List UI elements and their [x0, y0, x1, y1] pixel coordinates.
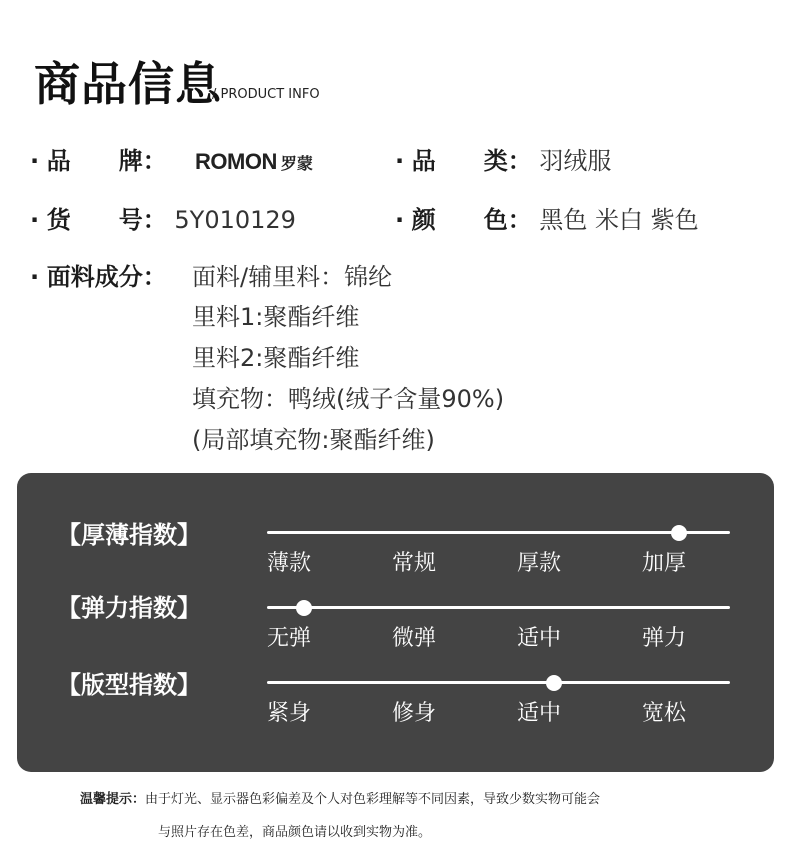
- notice-line-1: [80, 791, 600, 809]
- color-value: 黑色 米白 紫色: [539, 206, 699, 234]
- notice-prefix: 温馨提示：: [80, 792, 146, 807]
- fit-knob: [546, 675, 562, 691]
- fabric-line: 填充物：鸭绒(绒子含量90%): [192, 385, 505, 413]
- fit-track: [267, 681, 730, 684]
- page-subtitle: / PRODUCT INFO: [212, 87, 320, 102]
- thickness-track: [267, 531, 730, 534]
- bullet: ·: [395, 147, 405, 175]
- item-no-row: [30, 205, 296, 235]
- bullet: ·: [30, 206, 40, 234]
- thickness-option: 常规: [392, 551, 437, 576]
- brand-row: [30, 146, 167, 176]
- elasticity-option: 无弹: [267, 626, 312, 651]
- item-no-value: 5Y010129: [174, 206, 296, 234]
- fit-index-label: 【版型指数】: [57, 671, 201, 699]
- index-panel: [17, 473, 774, 772]
- fabric-row: [30, 262, 167, 292]
- elasticity-track: [267, 606, 730, 609]
- fabric-line: 面料/辅里料：锦纶: [192, 263, 393, 291]
- color-label: 颜 色：: [411, 206, 532, 234]
- brand-label: 品 牌：: [46, 147, 167, 175]
- bullet: ·: [395, 206, 405, 234]
- elasticity-index-label: 【弹力指数】: [57, 594, 201, 622]
- category-value: 羽绒服: [539, 147, 612, 175]
- fit-option: 修身: [392, 701, 437, 726]
- fit-option: 紧身: [267, 701, 312, 726]
- brand-logo: [195, 150, 313, 176]
- elasticity-option: 微弹: [392, 626, 437, 651]
- category-row: [395, 146, 611, 176]
- elasticity-option: 弹力: [642, 626, 687, 651]
- thickness-option: 薄款: [267, 551, 312, 576]
- thickness-index-label: 【厚薄指数】: [57, 521, 201, 549]
- bullet: ·: [30, 147, 40, 175]
- elasticity-option: 适中: [517, 626, 562, 651]
- brand-logo-text: ROMON: [195, 149, 277, 174]
- elasticity-knob: [296, 600, 312, 616]
- thickness-option: 加厚: [642, 551, 687, 576]
- fabric-line: 里料2:聚酯纤维: [192, 344, 360, 372]
- fabric-line: (局部填充物:聚酯纤维): [192, 426, 435, 454]
- color-row: [395, 205, 699, 235]
- fit-option: 宽松: [642, 701, 687, 726]
- thickness-knob: [671, 525, 687, 541]
- thickness-option: 厚款: [517, 551, 562, 576]
- fabric-label: 面料成分：: [46, 263, 167, 291]
- brand-logo-cn: 罗蒙: [280, 154, 313, 173]
- bullet: ·: [30, 263, 40, 291]
- fit-option: 适中: [517, 701, 562, 726]
- notice-line-2: 与照片存在色差，商品颜色请以收到实物为准。: [158, 825, 432, 840]
- category-label: 品 类：: [411, 147, 532, 175]
- item-no-label: 货 号：: [46, 206, 167, 234]
- notice-text-1: 由于灯光、显示器色彩偏差及个人对色彩理解等不同因素，导致少数实物可能会: [145, 792, 601, 807]
- fabric-line: 里料1:聚酯纤维: [192, 303, 360, 331]
- page-title: 商品信息: [34, 57, 222, 111]
